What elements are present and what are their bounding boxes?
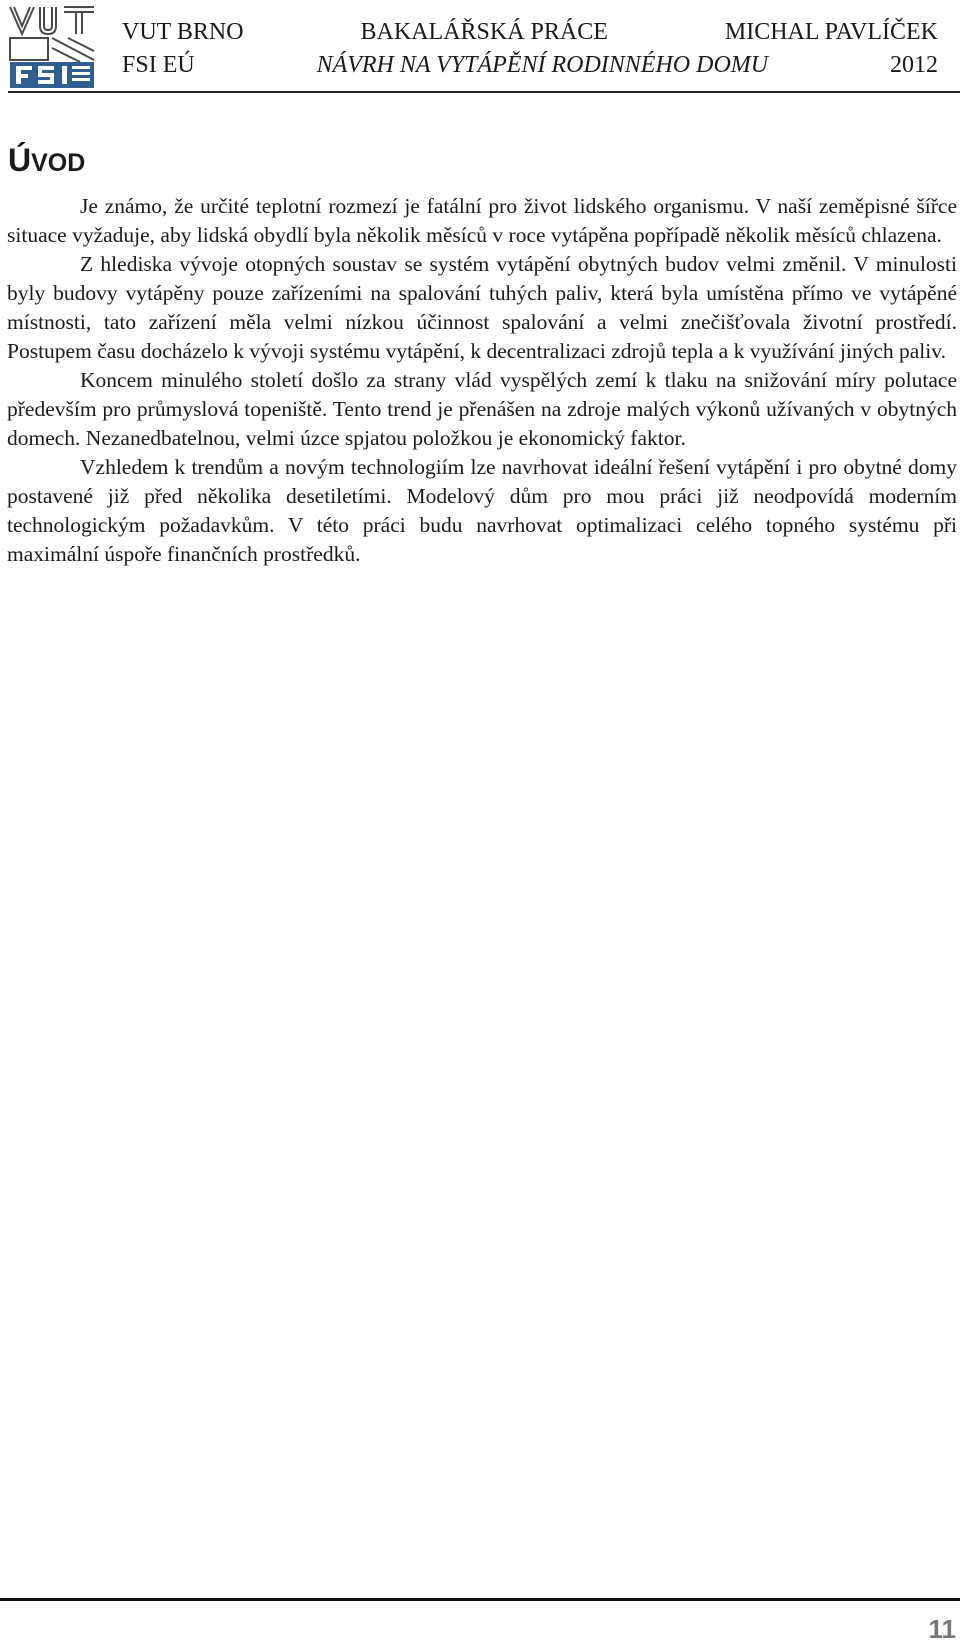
paragraph: Z hlediska vývoje otopných soustav se systém vytápění obytných budov velmi změnil. V minulosti byly budovy vytápěny pouze zařízeními na spalování tuhých paliv, která byla umístěna přímo ve vytápěné místnosti, tato zařízení měla velmi nízkou účinnost spalování a velmi znečišťovala životní prostředí. Postupem času docházelo k vývoji systému vytápění, k decentralizaci zdrojů tepla a k využívání jiných paliv. xyxy=(7,252,957,363)
header-year: 2012 xyxy=(889,52,938,78)
paragraph: Je známo, že určité teplotní rozmezí je fatální pro život lidského organismu. V naší zeměpisné šířce situace vyžaduje, aby lidská obydlí byla několik měsíců v roce vytápěna popřípadě několik měsíců chlazena. xyxy=(7,194,957,247)
header-row-bottom xyxy=(122,50,938,80)
page-number: 11 xyxy=(928,1614,956,1644)
header-author: MICHAL PAVLÍČEK xyxy=(724,19,938,45)
header-divider xyxy=(8,91,960,93)
header-thesis-title: NÁVRH NA VYTÁPĚNÍ RODINNÉHO DOMU xyxy=(316,52,769,78)
section-title-first-letter: Ú xyxy=(8,142,32,178)
footer-divider xyxy=(0,1598,960,1601)
vut-fsi-logo-icon xyxy=(8,4,96,90)
paragraph: Koncem minulého století došlo za strany vlád vyspělých zemí k tlaku na snižování míry polutace především pro průmyslová topeniště. Tento trend je přenášen na zdroje malých výkonů užívaných v obytných domech. Nezanedbatelnou, velmi úzce spjatou položkou je ekonomický faktor. xyxy=(7,368,957,450)
paragraph: Vzhledem k trendům a novým technologiím lze navrhovat ideální řešení vytápění i pro obytné domy postavené již před několika desetiletími. Modelový dům pro mou práci již neodpovídá moderním technologickým požadavkům. V této práci budu navrhovat optimalizaci celého topného systému při maximální úspoře finančních prostředků. xyxy=(7,455,957,566)
header-university: VUT BRNO xyxy=(122,19,244,45)
body-text xyxy=(7,192,957,569)
header-faculty: FSI EÚ xyxy=(122,52,195,78)
header-row-top xyxy=(122,17,938,47)
section-title xyxy=(8,140,85,183)
section-title-rest: VOD xyxy=(31,149,86,177)
header-thesis-type: BAKALÁŘSKÁ PRÁCE xyxy=(360,19,608,45)
